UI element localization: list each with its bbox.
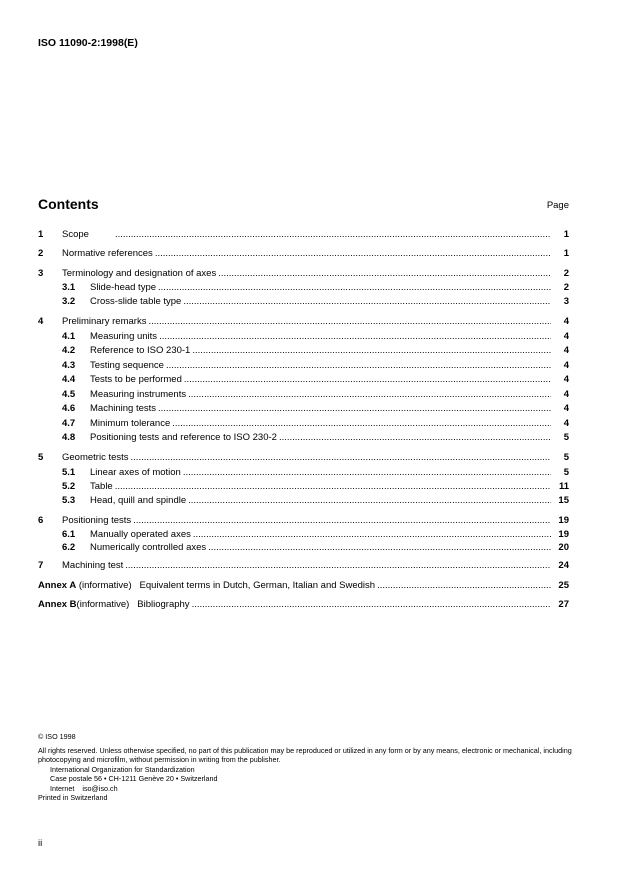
entry-number: 4.4 — [62, 374, 76, 385]
entry-title: Linear axes of motion — [90, 467, 181, 478]
entry-page: 1 — [563, 229, 569, 240]
entry-title: Tests to be performed — [90, 374, 182, 385]
toc-entry-7[interactable] — [38, 560, 569, 572]
entry-number: 4.1 — [62, 331, 76, 342]
entry-number: 4.3 — [62, 360, 76, 371]
dot-leader — [183, 296, 551, 308]
page-number: ii — [38, 838, 43, 849]
organization-internet: Internet iso@iso.ch — [50, 783, 118, 793]
entry-page: 27 — [558, 599, 569, 610]
organization-name: International Organization for Standardization — [50, 764, 195, 774]
entry-number: 5 — [38, 452, 44, 463]
entry-number: 5.3 — [62, 495, 76, 506]
entry-page: 4 — [563, 345, 569, 356]
toc-entry-5-1[interactable] — [38, 467, 569, 479]
entry-title: Numerically controlled axes — [90, 542, 207, 553]
copyright-line: © ISO 1998 — [38, 732, 76, 741]
dot-leader — [184, 374, 551, 386]
dot-leader — [192, 345, 551, 357]
entry-title: Minimum tolerance — [90, 418, 171, 429]
entry-page: 5 — [563, 452, 569, 463]
toc-entry-4-4[interactable] — [38, 374, 569, 386]
entry-number: 3.2 — [62, 296, 76, 307]
dot-leader — [279, 432, 551, 444]
dot-leader — [377, 580, 551, 592]
entry-title: Measuring instruments — [90, 389, 187, 400]
dot-leader — [158, 282, 551, 294]
entry-number: 3 — [38, 268, 44, 279]
entry-page: 4 — [563, 389, 569, 400]
toc-entry-6[interactable] — [38, 515, 569, 527]
entry-title: Reference to ISO 230-1 — [90, 345, 191, 356]
entry-title: Machining test — [62, 560, 124, 571]
entry-title: Normative references — [62, 248, 153, 259]
entry-title: Head, quill and spindle — [90, 495, 187, 506]
entry-number: 5.2 — [62, 481, 76, 492]
entry-title: Scope — [62, 229, 89, 240]
dot-leader — [115, 229, 551, 241]
dot-leader — [188, 389, 551, 401]
entry-title: Geometric tests — [62, 452, 129, 463]
dot-leader — [133, 515, 551, 527]
entry-number: 4.6 — [62, 403, 76, 414]
dot-leader — [192, 599, 551, 611]
entry-title: Table — [90, 481, 113, 492]
annex-type: (informative) — [78, 580, 132, 591]
entry-page: 4 — [563, 331, 569, 342]
dot-leader — [218, 268, 551, 280]
entry-page: 4 — [563, 418, 569, 429]
entry-title: Cross-slide table type — [90, 296, 182, 307]
entry-page: 4 — [563, 403, 569, 414]
entry-number: 6 — [38, 515, 44, 526]
entry-title: Preliminary remarks — [62, 316, 147, 327]
toc-entry-6-1[interactable] — [38, 529, 569, 541]
dot-leader — [166, 360, 551, 372]
entry-number: 6.2 — [62, 542, 76, 553]
entry-page: 24 — [558, 560, 569, 571]
dot-leader — [155, 248, 551, 260]
annex-title: Bibliography — [137, 599, 190, 610]
toc-entry-5-3[interactable] — [38, 495, 569, 507]
toc-entry-4-8[interactable] — [38, 432, 569, 444]
entry-page: 19 — [558, 515, 569, 526]
toc-entry-6-2[interactable] — [38, 542, 569, 554]
entry-title: Terminology and designation of axes — [62, 268, 217, 279]
dot-leader — [131, 452, 551, 464]
entry-number: 4 — [38, 316, 44, 327]
annex-label: Annex A — [38, 580, 77, 591]
entry-title: Positioning tests and reference to ISO 230-2 — [90, 432, 277, 443]
entry-title: Slide-head type — [90, 282, 157, 293]
annex-type: (informative) — [76, 599, 130, 610]
organization-address: Case postale 56 • CH-1211 Genève 20 • Switzerland — [50, 774, 218, 783]
dot-leader — [159, 331, 551, 343]
toc-entry-5[interactable] — [38, 452, 569, 464]
entry-page: 5 — [563, 432, 569, 443]
entry-number: 4.8 — [62, 432, 76, 443]
entry-number: 6.1 — [62, 529, 76, 540]
entry-page: 5 — [563, 467, 569, 478]
entry-page: 11 — [558, 481, 569, 492]
toc-entry-3-1[interactable] — [38, 282, 569, 294]
dot-leader — [183, 467, 551, 479]
contents-title: Contents — [38, 196, 99, 212]
entry-title: Positioning tests — [62, 515, 132, 526]
entry-title: Testing sequence — [90, 360, 164, 371]
toc-entry-4-1[interactable] — [38, 331, 569, 343]
toc-entry-1[interactable] — [38, 229, 569, 241]
toc-entry-2[interactable] — [38, 248, 569, 260]
entry-page: 4 — [563, 360, 569, 371]
entry-page: 1 — [563, 248, 569, 259]
entry-page: 2 — [563, 282, 569, 293]
dot-leader — [115, 481, 551, 493]
entry-number: 2 — [38, 248, 44, 259]
entry-title: Manually operated axes — [90, 529, 191, 540]
entry-page: 4 — [563, 374, 569, 385]
dot-leader — [193, 529, 551, 541]
annex-title: Equivalent terms in Dutch, German, Italian and Swedish — [139, 580, 376, 591]
copyright-block — [38, 732, 578, 803]
toc-entry-4-7[interactable] — [38, 418, 569, 430]
entry-page: 20 — [558, 542, 569, 553]
entry-number: 5.1 — [62, 467, 76, 478]
dot-leader — [188, 495, 551, 507]
entry-number: 7 — [38, 560, 44, 571]
dot-leader — [208, 542, 551, 554]
toc-entry-5-2[interactable] — [38, 481, 569, 493]
rights-statement: All rights reserved. Unless otherwise specified, no part of this publication may be reproduced or utilized in any form or by any means, electronic or mechanical, including photocopying and microfilm, without permission in writing from the publisher. — [38, 745, 572, 764]
entry-title: Measuring units — [90, 331, 158, 342]
entry-title: Machining tests — [90, 403, 157, 414]
annex-label: Annex B — [38, 599, 77, 610]
dot-leader — [148, 316, 551, 328]
toc-entry-3[interactable] — [38, 268, 569, 280]
dot-leader — [172, 418, 551, 430]
page-column-label: Page — [546, 200, 569, 211]
entry-page: 19 — [558, 529, 569, 540]
toc-annex-b[interactable] — [38, 599, 569, 611]
entry-page: 15 — [558, 495, 569, 506]
dot-leader — [158, 403, 551, 415]
entry-page: 4 — [563, 316, 569, 327]
entry-number: 1 — [38, 229, 44, 240]
printed-location: Printed in Switzerland — [38, 793, 108, 802]
toc-entry-4[interactable] — [38, 316, 569, 328]
toc-entry-4-3[interactable] — [38, 360, 569, 372]
entry-page: 2 — [563, 268, 569, 279]
toc-entry-4-6[interactable] — [38, 403, 569, 415]
entry-number: 3.1 — [62, 282, 76, 293]
entry-number: 4.2 — [62, 345, 76, 356]
entry-number: 4.7 — [62, 418, 76, 429]
dot-leader — [125, 560, 551, 572]
entry-page: 25 — [558, 580, 569, 591]
toc-entry-4-5[interactable] — [38, 389, 569, 401]
entry-page: 3 — [563, 296, 569, 307]
toc-entry-4-2[interactable] — [38, 345, 569, 357]
toc-entry-3-2[interactable] — [38, 296, 569, 308]
document-id-header: ISO 11090-2:1998(E) — [38, 37, 138, 49]
entry-number: 4.5 — [62, 389, 76, 400]
toc-annex-a[interactable] — [38, 580, 569, 592]
